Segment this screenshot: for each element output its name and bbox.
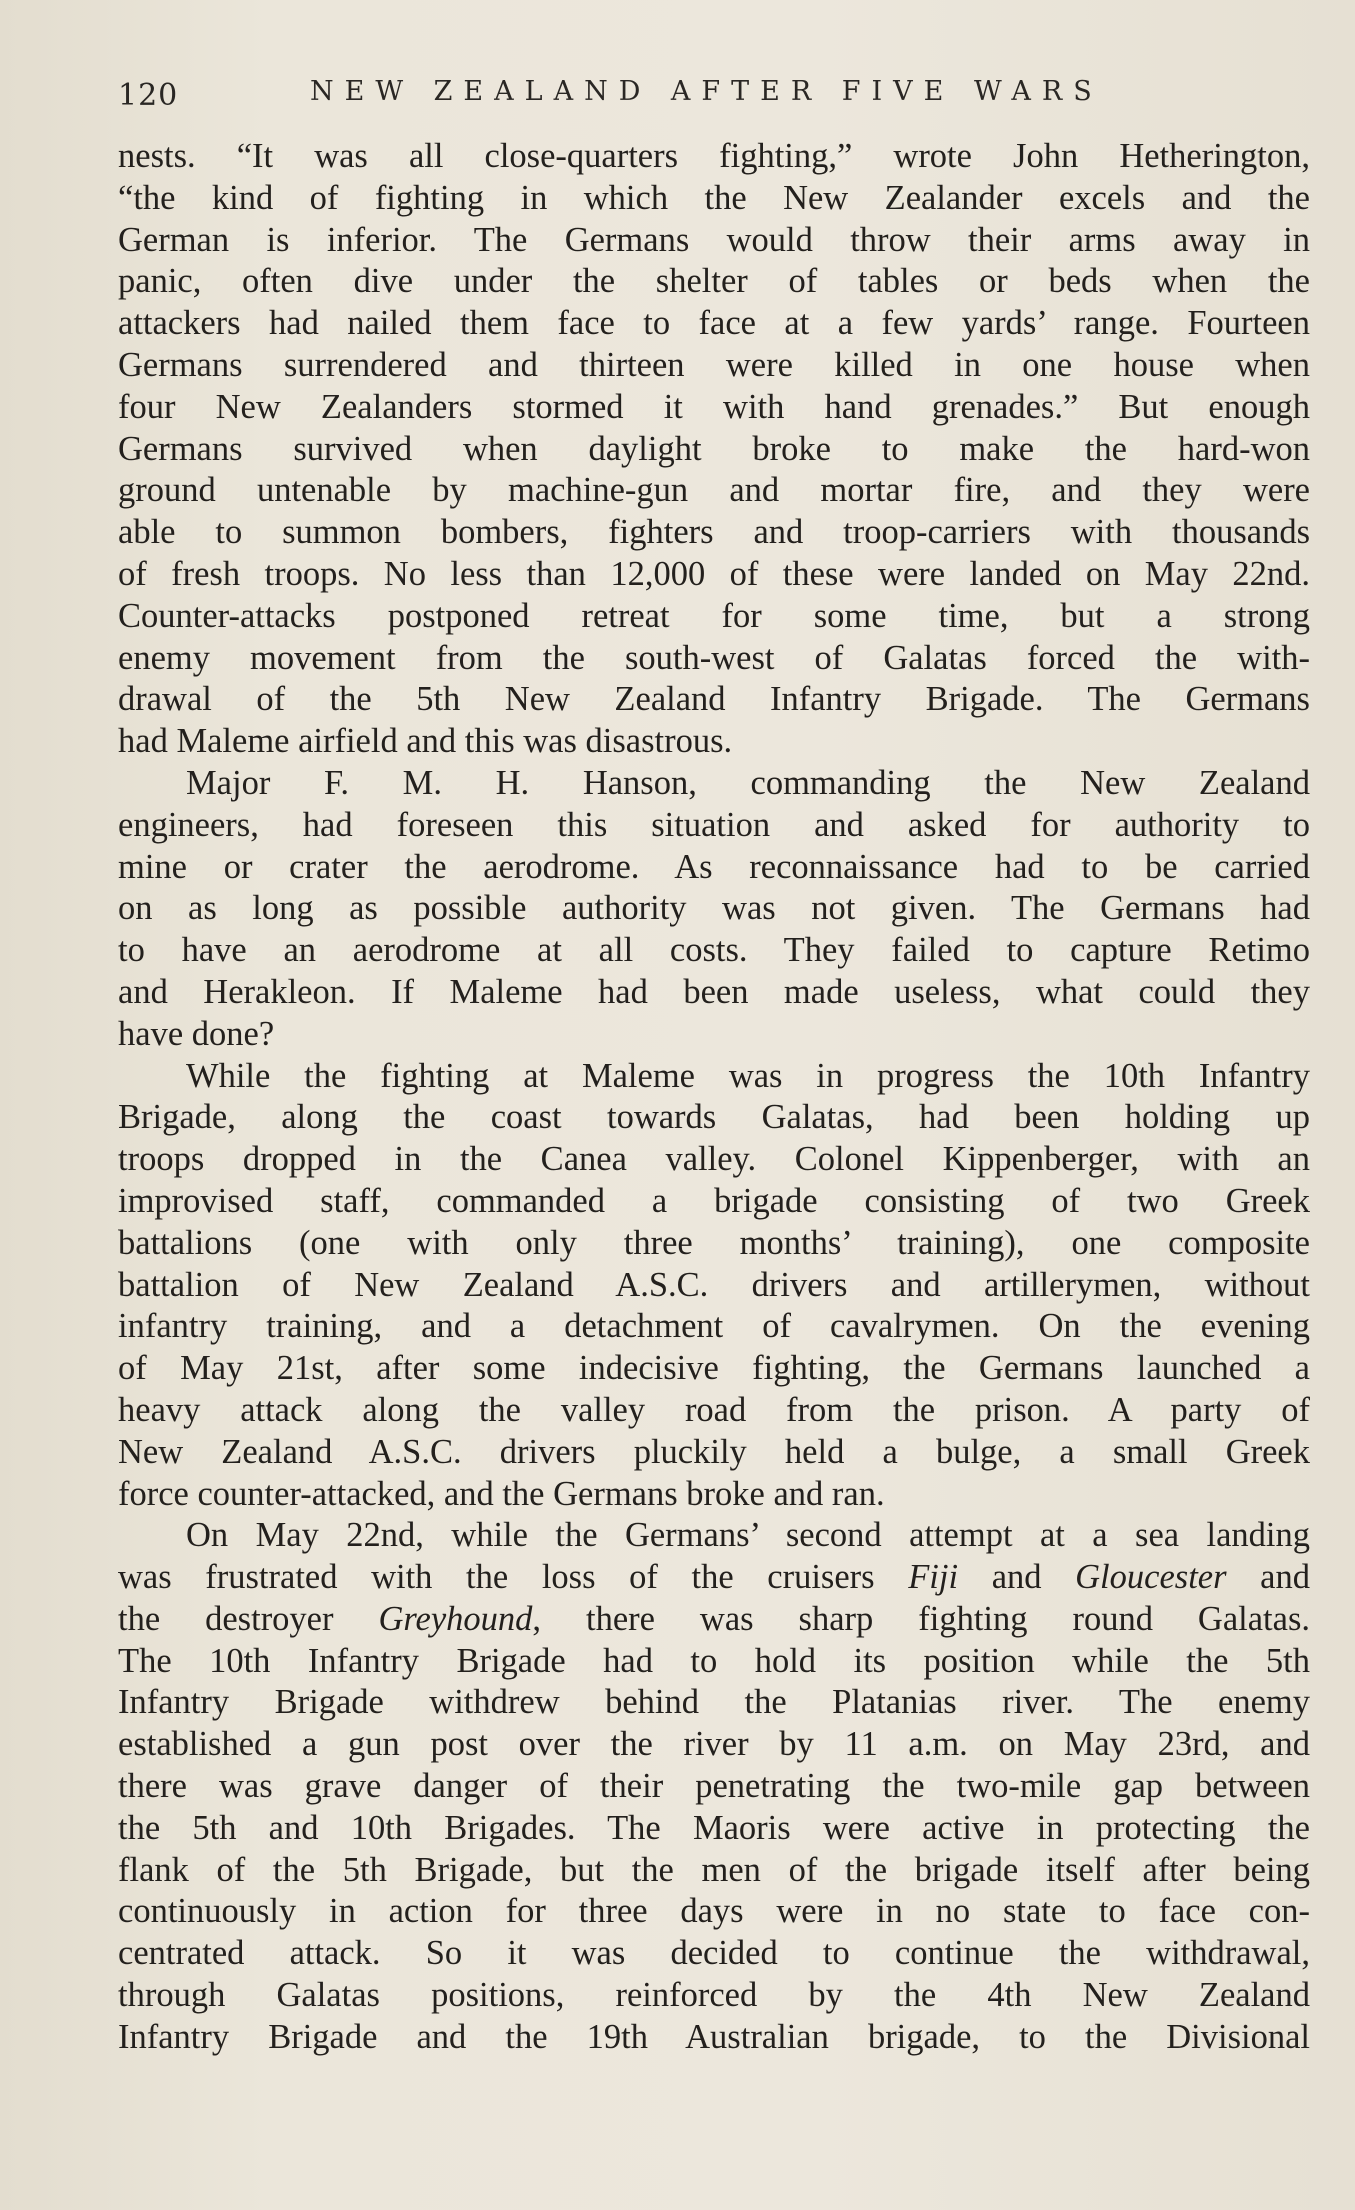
text-line: nests. “It was all close-quarters fighting,” wrote John Hetherington, bbox=[118, 137, 1310, 175]
text-line: “the kind of fighting in which the New Zealander excels and the bbox=[118, 178, 1310, 217]
body-text bbox=[118, 136, 1310, 2059]
text-line: engineers, had foreseen this situation and asked for authority to bbox=[118, 805, 1310, 844]
text-line: established a gun post over the river by 11 a.m. on May 23rd, and bbox=[118, 1725, 1310, 1764]
text-line: heavy attack along the valley road from the prison. A party of bbox=[118, 1390, 1310, 1429]
text-line: New Zealand A.S.C. drivers pluckily held a bulge, a small Greek bbox=[118, 1432, 1310, 1471]
text-line: Infantry Brigade and the 19th Australian brigade, to the Divisional bbox=[118, 2017, 1310, 2056]
paragraph bbox=[118, 763, 1310, 1056]
text-line: Infantry Brigade withdrew behind the Platanias river. The enemy bbox=[118, 1683, 1310, 1722]
text-line: troops dropped in the Canea valley. Colonel Kippenberger, with an bbox=[118, 1140, 1310, 1179]
text-line: the destroyer Greyhound, there was sharp fighting round Galatas. bbox=[118, 1599, 1311, 1638]
text-line: Germans survived when daylight broke to make the hard-won bbox=[118, 429, 1310, 468]
text-line: had Maleme airfield and this was disastrous. bbox=[118, 722, 733, 761]
text-line: While the fighting at Maleme was in progress the 10th Infantry bbox=[186, 1056, 1310, 1095]
text-line: drawal of the 5th New Zealand Infantry Brigade. The Germans bbox=[118, 680, 1310, 719]
paragraph bbox=[118, 1515, 1310, 2058]
paragraph bbox=[118, 136, 1310, 763]
text-line: On May 22nd, while the Germans’ second attempt at a sea landing bbox=[186, 1516, 1310, 1555]
text-line: centrated attack. So it was decided to continue the withdrawal, bbox=[118, 1934, 1310, 1973]
text-line: to have an aerodrome at all costs. They failed to capture Retimo bbox=[118, 931, 1310, 970]
text-line: Counter-attacks postponed retreat for some time, but a strong bbox=[118, 596, 1310, 635]
running-title: NEW ZEALAND AFTER FIVE WARS bbox=[310, 76, 1103, 107]
text-line: mine or crater the aerodrome. As reconnaissance had to be carried bbox=[118, 847, 1310, 886]
text-line: four New Zealanders stormed it with hand grenades.” But enough bbox=[118, 387, 1310, 426]
text-line: the 5th and 10th Brigades. The Maoris were active in protecting the bbox=[118, 1808, 1310, 1847]
text-line: of May 21st, after some indecisive fighting, the Germans launched a bbox=[118, 1349, 1310, 1388]
text-line: on as long as possible authority was not given. The Germans had bbox=[118, 889, 1310, 928]
text-line: enemy movement from the south-west of Galatas forced the with- bbox=[118, 638, 1310, 677]
text-line: and Herakleon. If Maleme had been made useless, what could they bbox=[118, 972, 1310, 1011]
text-line: ground untenable by machine-gun and mortar fire, and they were bbox=[118, 471, 1310, 510]
text-line: have done? bbox=[118, 1014, 275, 1053]
text-line: through Galatas positions, reinforced by the 4th New Zealand bbox=[118, 1976, 1310, 2015]
text-line: The 10th Infantry Brigade had to hold its position while the 5th bbox=[118, 1641, 1310, 1680]
text-line: battalions (one with only three months’ training), one composite bbox=[118, 1223, 1310, 1262]
text-line: German is inferior. The Germans would throw their arms away in bbox=[118, 220, 1310, 259]
page-number: 120 bbox=[118, 78, 179, 113]
text-line: infantry training, and a detachment of cavalrymen. On the evening bbox=[118, 1307, 1310, 1346]
text-line: there was grave danger of their penetrating the two-mile gap between bbox=[118, 1767, 1310, 1806]
paragraph bbox=[118, 1056, 1310, 1516]
text-line: Major F. M. H. Hanson, commanding the New Zealand bbox=[186, 763, 1310, 802]
text-line: panic, often dive under the shelter of tables or beds when the bbox=[118, 262, 1310, 301]
text-line: was frustrated with the loss of the cruisers Fiji and Gloucester and bbox=[118, 1558, 1310, 1597]
text-line: improvised staff, commanded a brigade consisting of two Greek bbox=[118, 1181, 1310, 1220]
text-line: attackers had nailed them face to face at a few yards’ range. Fourteen bbox=[118, 304, 1310, 343]
text-line: of fresh troops. No less than 12,000 of these were landed on May 22nd. bbox=[118, 554, 1310, 593]
text-line: force counter-attacked, and the Germans broke and ran. bbox=[118, 1474, 885, 1513]
text-line: able to summon bombers, fighters and troop-carriers with thousands bbox=[118, 513, 1310, 552]
text-line: Germans surrendered and thirteen were killed in one house when bbox=[118, 345, 1310, 384]
text-line: flank of the 5th Brigade, but the men of the brigade itself after being bbox=[118, 1850, 1310, 1889]
text-line: continuously in action for three days were in no state to face con- bbox=[118, 1892, 1310, 1931]
text-line: Brigade, along the coast towards Galatas, had been holding up bbox=[118, 1098, 1310, 1137]
text-line: battalion of New Zealand A.S.C. drivers and artillerymen, without bbox=[118, 1265, 1310, 1304]
page-header bbox=[118, 72, 1118, 112]
